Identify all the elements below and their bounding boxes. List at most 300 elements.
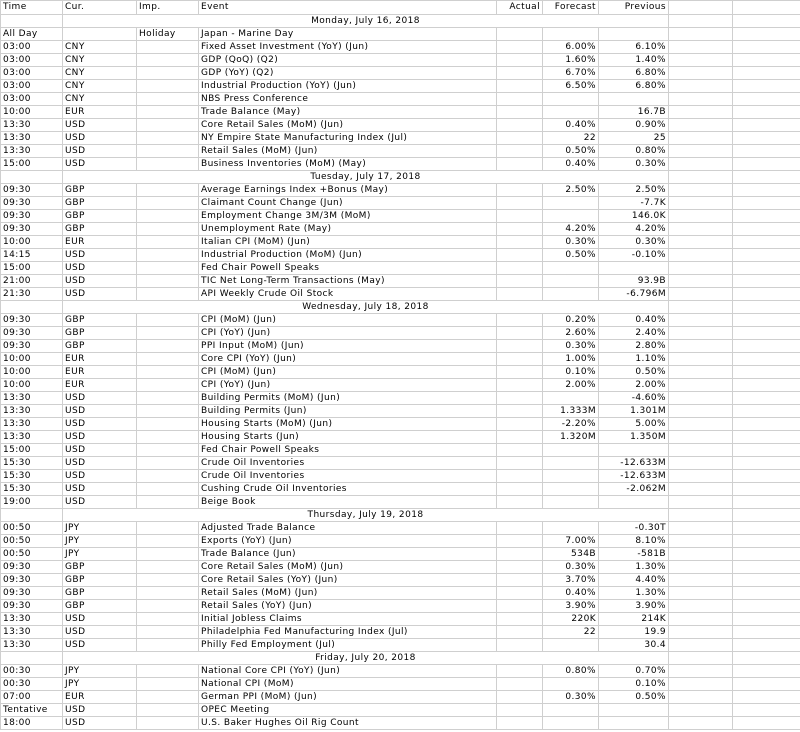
event-row: [1, 54, 800, 67]
actual-cell: [497, 158, 543, 171]
importance-cell: [137, 340, 199, 353]
time-cell: All Day: [1, 28, 63, 41]
event-row: [1, 444, 800, 457]
previous-cell: 1.30%: [599, 561, 669, 574]
event-row: [1, 327, 800, 340]
empty-cell: [733, 93, 800, 106]
actual-cell: [497, 496, 543, 509]
forecast-cell: [543, 197, 599, 210]
actual-cell: [497, 249, 543, 262]
empty-cell: [669, 275, 733, 288]
empty-cell: [669, 652, 733, 665]
currency-cell: GBP: [63, 210, 137, 223]
importance-cell: [137, 483, 199, 496]
event-cell: Initial Jobless Claims: [199, 613, 497, 626]
event-cell: Average Earnings Index +Bonus (May): [199, 184, 497, 197]
previous-cell: -0.30T: [599, 522, 669, 535]
col-header-time: Time: [1, 1, 63, 15]
forecast-cell: 1.60%: [543, 54, 599, 67]
time-cell: 13:30: [1, 431, 63, 444]
forecast-cell: [543, 483, 599, 496]
actual-cell: [497, 236, 543, 249]
actual-cell: [497, 626, 543, 639]
importance-cell: [137, 587, 199, 600]
empty-cell: [1, 301, 63, 314]
importance-cell: [137, 704, 199, 717]
event-cell: Core CPI (YoY) (Jun): [199, 353, 497, 366]
empty-cell: [669, 691, 733, 704]
empty-cell: [1, 171, 63, 184]
importance-cell: [137, 678, 199, 691]
forecast-cell: [543, 639, 599, 652]
importance-cell: [137, 665, 199, 678]
actual-cell: [497, 678, 543, 691]
forecast-cell: 0.40%: [543, 119, 599, 132]
importance-cell: [137, 223, 199, 236]
empty-cell: [669, 366, 733, 379]
time-cell: 13:30: [1, 626, 63, 639]
previous-cell: 93.9B: [599, 275, 669, 288]
empty-cell: [1, 652, 63, 665]
actual-cell: [497, 80, 543, 93]
previous-cell: -6.796M: [599, 288, 669, 301]
empty-cell: [669, 704, 733, 717]
actual-cell: [497, 704, 543, 717]
importance-cell: [137, 67, 199, 80]
empty-cell: [669, 327, 733, 340]
forecast-cell: 534B: [543, 548, 599, 561]
empty-cell: [733, 509, 800, 522]
time-cell: 09:30: [1, 587, 63, 600]
time-cell: 13:30: [1, 405, 63, 418]
previous-cell: -12.633M: [599, 457, 669, 470]
forecast-cell: 0.30%: [543, 340, 599, 353]
empty-cell: [669, 249, 733, 262]
empty-cell: [669, 405, 733, 418]
previous-cell: -0.10%: [599, 249, 669, 262]
currency-cell: USD: [63, 496, 137, 509]
importance-cell: [137, 366, 199, 379]
empty-cell: [669, 392, 733, 405]
event-cell: OPEC Meeting: [199, 704, 497, 717]
event-cell: Italian CPI (MoM) (Jun): [199, 236, 497, 249]
event-row: [1, 249, 800, 262]
actual-cell: [497, 67, 543, 80]
previous-cell: 0.70%: [599, 665, 669, 678]
currency-cell: [63, 28, 137, 41]
empty-cell: [733, 405, 800, 418]
time-cell: 13:30: [1, 145, 63, 158]
empty-cell: [669, 93, 733, 106]
currency-cell: USD: [63, 613, 137, 626]
event-cell: Cushing Crude Oil Inventories: [199, 483, 497, 496]
empty-cell: [669, 223, 733, 236]
importance-cell: [137, 535, 199, 548]
empty-cell: [669, 340, 733, 353]
actual-cell: [497, 561, 543, 574]
previous-cell: 6.10%: [599, 41, 669, 54]
event-cell: Fixed Asset Investment (YoY) (Jun): [199, 41, 497, 54]
empty-cell: [733, 496, 800, 509]
time-cell: 15:00: [1, 444, 63, 457]
actual-cell: [497, 314, 543, 327]
day-header-row: [1, 509, 800, 522]
event-row: [1, 457, 800, 470]
currency-cell: USD: [63, 626, 137, 639]
empty-cell: [733, 67, 800, 80]
empty-cell: [669, 197, 733, 210]
time-cell: 09:30: [1, 210, 63, 223]
time-cell: 09:30: [1, 574, 63, 587]
time-cell: 09:30: [1, 561, 63, 574]
actual-cell: [497, 275, 543, 288]
empty-cell: [669, 353, 733, 366]
currency-cell: USD: [63, 457, 137, 470]
currency-cell: GBP: [63, 574, 137, 587]
forecast-cell: 2.00%: [543, 379, 599, 392]
importance-cell: [137, 93, 199, 106]
previous-cell: 4.20%: [599, 223, 669, 236]
previous-cell: 0.80%: [599, 145, 669, 158]
event-cell: Trade Balance (May): [199, 106, 497, 119]
event-row: [1, 275, 800, 288]
actual-cell: [497, 106, 543, 119]
actual-cell: [497, 145, 543, 158]
event-row: [1, 379, 800, 392]
event-cell: Philly Fed Employment (Jul): [199, 639, 497, 652]
importance-cell: [137, 314, 199, 327]
time-cell: 09:30: [1, 340, 63, 353]
time-cell: 09:30: [1, 197, 63, 210]
empty-cell: [669, 67, 733, 80]
importance-cell: [137, 288, 199, 301]
previous-cell: 0.30%: [599, 236, 669, 249]
currency-cell: USD: [63, 444, 137, 457]
previous-cell: 2.50%: [599, 184, 669, 197]
previous-cell: 0.10%: [599, 678, 669, 691]
currency-cell: USD: [63, 431, 137, 444]
empty-cell: [669, 1, 733, 15]
day-header-row: [1, 652, 800, 665]
empty-cell: [1, 15, 63, 28]
importance-cell: [137, 145, 199, 158]
time-cell: 03:00: [1, 93, 63, 106]
importance-cell: [137, 262, 199, 275]
event-row: [1, 392, 800, 405]
previous-cell: -581B: [599, 548, 669, 561]
importance-cell: [137, 691, 199, 704]
event-row: [1, 223, 800, 236]
time-cell: 21:30: [1, 288, 63, 301]
event-cell: Crude Oil Inventories: [199, 457, 497, 470]
empty-cell: [733, 223, 800, 236]
currency-cell: GBP: [63, 223, 137, 236]
empty-cell: [733, 353, 800, 366]
previous-cell: 2.80%: [599, 340, 669, 353]
actual-cell: [497, 392, 543, 405]
importance-cell: [137, 418, 199, 431]
event-cell: Housing Starts (MoM) (Jun): [199, 418, 497, 431]
currency-cell: GBP: [63, 587, 137, 600]
previous-cell: 1.301M: [599, 405, 669, 418]
time-cell: 15:30: [1, 457, 63, 470]
time-cell: 13:30: [1, 639, 63, 652]
forecast-cell: 1.333M: [543, 405, 599, 418]
empty-cell: [733, 652, 800, 665]
empty-cell: [669, 54, 733, 67]
time-cell: 15:30: [1, 470, 63, 483]
empty-cell: [669, 184, 733, 197]
event-row: [1, 366, 800, 379]
currency-cell: CNY: [63, 93, 137, 106]
empty-cell: [733, 288, 800, 301]
empty-cell: [669, 119, 733, 132]
event-row: [1, 717, 800, 730]
event-row: [1, 262, 800, 275]
importance-cell: [137, 522, 199, 535]
time-cell: 19:00: [1, 496, 63, 509]
actual-cell: [497, 197, 543, 210]
event-cell: Trade Balance (Jun): [199, 548, 497, 561]
event-row: [1, 691, 800, 704]
event-row: [1, 574, 800, 587]
empty-cell: [669, 145, 733, 158]
empty-cell: [733, 236, 800, 249]
forecast-cell: 2.50%: [543, 184, 599, 197]
previous-cell: 0.30%: [599, 158, 669, 171]
time-cell: Tentative: [1, 704, 63, 717]
actual-cell: [497, 418, 543, 431]
forecast-cell: 0.50%: [543, 249, 599, 262]
actual-cell: [497, 54, 543, 67]
time-cell: 10:00: [1, 379, 63, 392]
empty-cell: [733, 600, 800, 613]
forecast-cell: 0.30%: [543, 236, 599, 249]
previous-cell: 8.10%: [599, 535, 669, 548]
currency-cell: CNY: [63, 67, 137, 80]
importance-cell: [137, 119, 199, 132]
time-cell: 13:30: [1, 119, 63, 132]
event-cell: Unemployment Rate (May): [199, 223, 497, 236]
actual-cell: [497, 522, 543, 535]
empty-cell: [733, 106, 800, 119]
empty-cell: [669, 262, 733, 275]
previous-cell: [599, 28, 669, 41]
actual-cell: [497, 483, 543, 496]
empty-cell: [669, 457, 733, 470]
empty-cell: [669, 678, 733, 691]
previous-cell: 1.30%: [599, 587, 669, 600]
time-cell: 09:30: [1, 314, 63, 327]
previous-cell: [599, 496, 669, 509]
empty-cell: [669, 41, 733, 54]
empty-cell: [733, 275, 800, 288]
importance-cell: [137, 457, 199, 470]
currency-cell: GBP: [63, 327, 137, 340]
currency-cell: GBP: [63, 340, 137, 353]
currency-cell: EUR: [63, 106, 137, 119]
previous-cell: 16.7B: [599, 106, 669, 119]
importance-cell: [137, 470, 199, 483]
previous-cell: 0.50%: [599, 366, 669, 379]
previous-cell: -4.60%: [599, 392, 669, 405]
currency-cell: USD: [63, 639, 137, 652]
event-cell: Industrial Production (YoY) (Jun): [199, 80, 497, 93]
event-row: [1, 587, 800, 600]
empty-cell: [733, 158, 800, 171]
currency-cell: JPY: [63, 522, 137, 535]
event-row: [1, 626, 800, 639]
event-row: [1, 600, 800, 613]
event-row: [1, 119, 800, 132]
previous-cell: 5.00%: [599, 418, 669, 431]
empty-cell: [733, 301, 800, 314]
currency-cell: USD: [63, 145, 137, 158]
actual-cell: [497, 535, 543, 548]
importance-cell: [137, 613, 199, 626]
time-cell: 13:30: [1, 132, 63, 145]
time-cell: 03:00: [1, 67, 63, 80]
currency-cell: GBP: [63, 314, 137, 327]
forecast-cell: 0.30%: [543, 561, 599, 574]
empty-cell: [669, 28, 733, 41]
event-row: [1, 405, 800, 418]
actual-cell: [497, 379, 543, 392]
event-cell: API Weekly Crude Oil Stock: [199, 288, 497, 301]
importance-cell: [137, 405, 199, 418]
empty-cell: [669, 509, 733, 522]
actual-cell: [497, 613, 543, 626]
empty-cell: [669, 314, 733, 327]
currency-cell: USD: [63, 158, 137, 171]
forecast-cell: 0.80%: [543, 665, 599, 678]
forecast-cell: 3.90%: [543, 600, 599, 613]
empty-cell: [669, 587, 733, 600]
empty-cell: [733, 210, 800, 223]
forecast-cell: 6.50%: [543, 80, 599, 93]
currency-cell: EUR: [63, 366, 137, 379]
actual-cell: [497, 132, 543, 145]
event-cell: CPI (MoM) (Jun): [199, 366, 497, 379]
day-header-row: [1, 301, 800, 314]
empty-cell: [733, 171, 800, 184]
event-cell: Retail Sales (YoY) (Jun): [199, 600, 497, 613]
event-cell: Employment Change 3M/3M (MoM): [199, 210, 497, 223]
importance-cell: [137, 132, 199, 145]
empty-cell: [733, 366, 800, 379]
importance-cell: [137, 80, 199, 93]
event-row: [1, 496, 800, 509]
currency-cell: USD: [63, 418, 137, 431]
event-cell: TIC Net Long-Term Transactions (May): [199, 275, 497, 288]
col-header-event: Event: [199, 1, 497, 15]
empty-cell: [733, 717, 800, 730]
event-row: [1, 210, 800, 223]
previous-cell: 2.00%: [599, 379, 669, 392]
empty-cell: [669, 171, 733, 184]
event-row: [1, 93, 800, 106]
currency-cell: GBP: [63, 184, 137, 197]
importance-cell: [137, 392, 199, 405]
previous-cell: -2.062M: [599, 483, 669, 496]
forecast-cell: [543, 210, 599, 223]
previous-cell: 4.40%: [599, 574, 669, 587]
empty-cell: [669, 236, 733, 249]
event-cell: National CPI (MoM): [199, 678, 497, 691]
currency-cell: USD: [63, 392, 137, 405]
actual-cell: [497, 41, 543, 54]
event-row: [1, 106, 800, 119]
empty-cell: [733, 249, 800, 262]
event-row: [1, 41, 800, 54]
forecast-cell: -2.20%: [543, 418, 599, 431]
empty-cell: [669, 418, 733, 431]
forecast-cell: [543, 678, 599, 691]
importance-cell: [137, 236, 199, 249]
event-cell: Building Permits (Jun): [199, 405, 497, 418]
actual-cell: [497, 223, 543, 236]
forecast-cell: 0.30%: [543, 691, 599, 704]
forecast-cell: [543, 496, 599, 509]
event-cell: Building Permits (MoM) (Jun): [199, 392, 497, 405]
forecast-cell: 2.60%: [543, 327, 599, 340]
empty-cell: [669, 158, 733, 171]
event-row: [1, 548, 800, 561]
event-row: [1, 665, 800, 678]
forecast-cell: 0.40%: [543, 587, 599, 600]
event-cell: Claimant Count Change (Jun): [199, 197, 497, 210]
day-label: Monday, July 16, 2018: [63, 15, 669, 28]
day-label: Tuesday, July 17, 2018: [63, 171, 669, 184]
time-cell: 10:00: [1, 366, 63, 379]
forecast-cell: [543, 288, 599, 301]
previous-cell: 214K: [599, 613, 669, 626]
importance-cell: [137, 41, 199, 54]
previous-cell: 6.80%: [599, 67, 669, 80]
previous-cell: 25: [599, 132, 669, 145]
empty-cell: [733, 548, 800, 561]
currency-cell: JPY: [63, 678, 137, 691]
event-row: [1, 418, 800, 431]
importance-cell: [137, 600, 199, 613]
col-header-forecast: Forecast: [543, 1, 599, 15]
actual-cell: [497, 340, 543, 353]
forecast-cell: 0.10%: [543, 366, 599, 379]
empty-cell: [669, 665, 733, 678]
actual-cell: [497, 548, 543, 561]
currency-cell: USD: [63, 132, 137, 145]
event-cell: German PPI (MoM) (Jun): [199, 691, 497, 704]
actual-cell: [497, 366, 543, 379]
forecast-cell: [543, 457, 599, 470]
event-row: [1, 158, 800, 171]
actual-cell: [497, 262, 543, 275]
event-cell: Fed Chair Powell Speaks: [199, 444, 497, 457]
importance-cell: [137, 626, 199, 639]
empty-cell: [733, 184, 800, 197]
time-cell: 10:00: [1, 106, 63, 119]
actual-cell: [497, 431, 543, 444]
empty-cell: [669, 574, 733, 587]
event-cell: Adjusted Trade Balance: [199, 522, 497, 535]
forecast-cell: [543, 470, 599, 483]
empty-cell: [669, 522, 733, 535]
event-cell: Retail Sales (MoM) (Jun): [199, 145, 497, 158]
forecast-cell: 7.00%: [543, 535, 599, 548]
empty-cell: [669, 80, 733, 93]
time-cell: 10:00: [1, 353, 63, 366]
previous-cell: 30.4: [599, 639, 669, 652]
